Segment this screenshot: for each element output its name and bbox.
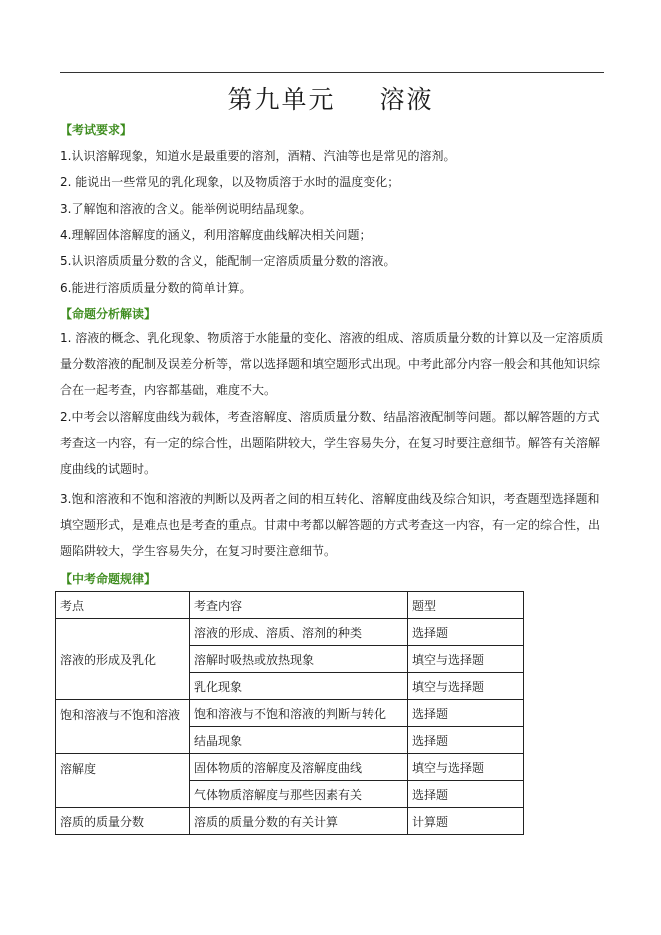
type-cell: 填空与选择题	[408, 754, 524, 781]
requirement-item: 5.认识溶质质量分数的含义，能配制一定溶质质量分数的溶液。	[60, 254, 396, 268]
analysis-paragraph: 3.饱和溶液和不饱和溶液的判断以及两者之间的相互转化、溶解度曲线及综合知识，考查题型选择题和填空题形式，是难点也是考查的重点。甘肃中考都以解答题的方式考查这一内容，有一定的综合性，出题陷阱较大，学生容易失分，在复习时要注意细节。	[60, 492, 601, 558]
table-row	[56, 754, 524, 781]
type-cell: 选择题	[408, 619, 524, 646]
requirement-item: 6.能进行溶质质量分数的简单计算。	[60, 281, 252, 295]
topic-cell: 溶液的形成及乳化	[56, 619, 190, 700]
requirement-item: 3.了解饱和溶液的含义。能举例说明结晶现象。	[60, 202, 312, 216]
content-cell: 溶液的形成、溶质、溶剂的种类	[190, 619, 408, 646]
topic-cell: 溶质的质量分数	[56, 808, 190, 835]
header-rule	[60, 72, 604, 73]
content-cell: 固体物质的溶解度及溶解度曲线	[190, 754, 408, 781]
table-row	[56, 619, 524, 646]
requirement-item: 4.理解固体溶解度的涵义，利用溶解度曲线解决相关问题；	[60, 228, 372, 242]
title-topic: 溶液	[379, 85, 434, 114]
content-cell: 饱和溶液与不饱和溶液的判断与转化	[190, 700, 408, 727]
table-header-row	[56, 592, 524, 619]
content-cell: 溶解时吸热或放热现象	[190, 646, 408, 673]
requirement-item: 1.认识溶解现象，知道水是最重要的溶剂，酒精、汽油等也是常见的溶剂。	[60, 149, 456, 163]
header-content: 考查内容	[190, 592, 408, 619]
page-title	[0, 80, 661, 116]
topic-cell: 溶解度	[56, 754, 190, 808]
type-cell: 填空与选择题	[408, 646, 524, 673]
content-cell: 溶质的质量分数的有关计算	[190, 808, 408, 835]
type-cell: 选择题	[408, 781, 524, 808]
requirement-item: 2. 能说出一些常见的乳化现象，以及物质溶于水时的温度变化；	[60, 175, 400, 189]
content-cell: 乳化现象	[190, 673, 408, 700]
analysis-heading: 【命题分析解读】	[60, 307, 157, 321]
header-type: 题型	[408, 592, 524, 619]
title-unit: 第九单元	[227, 85, 336, 114]
topic-cell: 饱和溶液与不饱和溶液	[56, 700, 190, 754]
type-cell: 选择题	[408, 700, 524, 727]
type-cell: 填空与选择题	[408, 673, 524, 700]
type-cell: 选择题	[408, 727, 524, 754]
type-cell: 计算题	[408, 808, 524, 835]
requirements-heading: 【考试要求】	[60, 123, 133, 137]
exam-rules-table	[55, 591, 524, 835]
table-row	[56, 808, 524, 835]
table-row	[56, 700, 524, 727]
analysis-paragraph: 2.中考会以溶解度曲线为载体，考查溶解度、溶质质量分数、结晶溶液配制等问题。都以解答题的方式考查这一内容，有一定的综合性，出题陷阱较大，学生容易失分，在复习时要注意细节。解答有关溶解度曲线的试题时。	[60, 410, 601, 476]
content-cell: 结晶现象	[190, 727, 408, 754]
content-cell: 气体物质溶解度与那些因素有关	[190, 781, 408, 808]
header-topic: 考点	[56, 592, 190, 619]
rules-heading: 【中考命题规律】	[60, 572, 157, 586]
analysis-paragraph: 1. 溶液的概念、乳化现象、物质溶于水能量的变化、溶液的组成、溶质质量分数的计算以及一定溶质质量分数溶液的配制及误差分析等，常以选择题和填空题形式出现。中考此部分内容一般会和其他知识综合在一起考查，内容都基础，难度不大。	[60, 331, 604, 397]
